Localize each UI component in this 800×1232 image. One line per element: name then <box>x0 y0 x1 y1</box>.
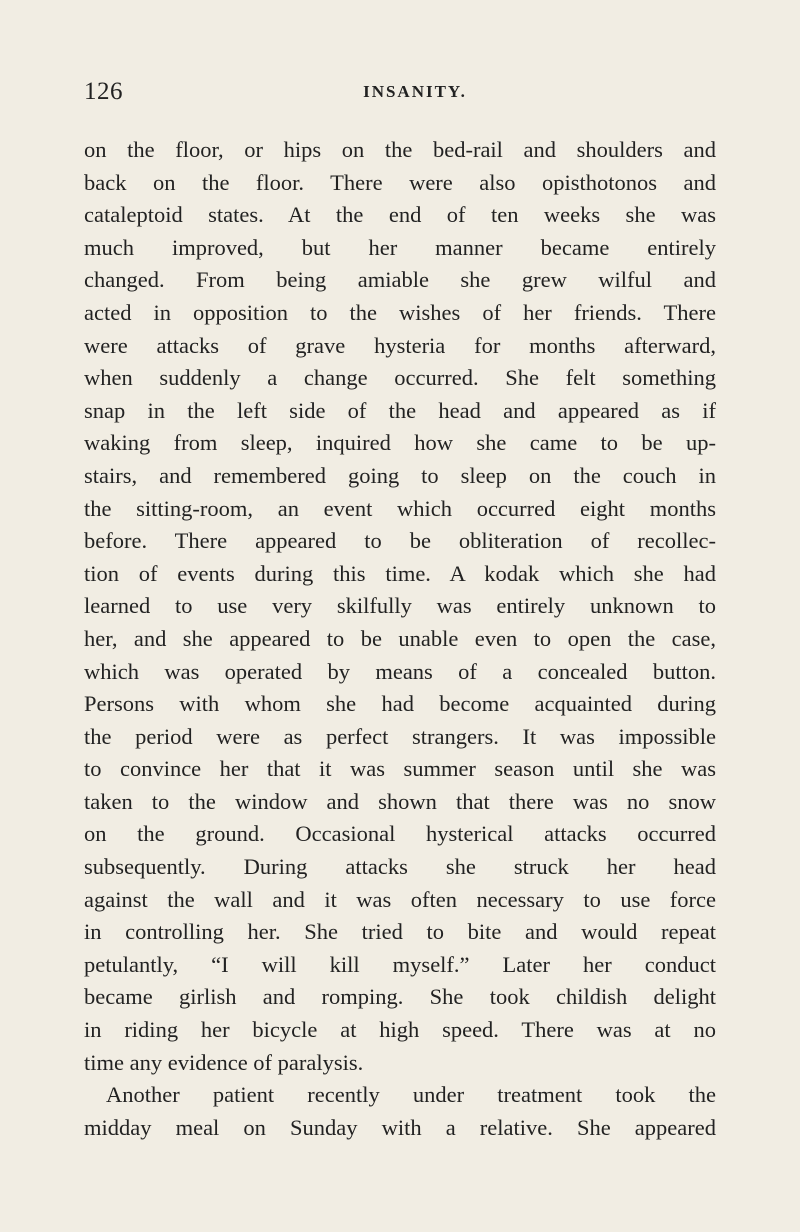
text-line: on the ground. Occasional hysterical attacks occurred <box>84 821 716 847</box>
text-line: which was operated by means of a concealed button. <box>84 658 716 684</box>
text-line: acted in opposition to the wishes of her friends. There <box>84 299 716 325</box>
text-line: subsequently. During attacks she struck her head <box>84 854 716 880</box>
text-line: became girlish and romping. She took childish delight <box>84 984 716 1010</box>
text-line: changed. From being amiable she grew wilful and <box>84 267 716 293</box>
page-number: 126 <box>84 78 123 105</box>
text-line: Persons with whom she had become acquainted during <box>84 691 716 717</box>
text-line: waking from sleep, inquired how she came to be up- <box>84 430 716 456</box>
text-line: were attacks of grave hysteria for months afterward, <box>84 332 716 358</box>
body-text <box>84 134 716 1144</box>
page-header <box>84 78 716 112</box>
text-line: the sitting-room, an event which occurred eight months <box>84 495 716 521</box>
text-line: her, and she appeared to be unable even to open the case, <box>84 625 716 651</box>
text-line: against the wall and it was often necessary to use force <box>84 886 716 912</box>
text-line: Another patient recently under treatment took the <box>106 1082 716 1108</box>
text-line: stairs, and remembered going to sleep on the couch in <box>84 462 716 488</box>
running-head: INSANITY. <box>363 82 467 101</box>
text-line: in controlling her. She tried to bite and would repeat <box>84 919 716 945</box>
text-line: cataleptoid states. At the end of ten weeks she was <box>84 202 716 228</box>
text-line: midday meal on Sunday with a relative. She appeared <box>84 1114 716 1140</box>
text-line: in riding her bicycle at high speed. There was at no <box>84 1017 716 1043</box>
text-line: when suddenly a change occurred. She felt something <box>84 365 716 391</box>
text-line: snap in the left side of the head and appeared as if <box>84 397 716 423</box>
text-line: tion of events during this time. A kodak which she had <box>84 560 716 586</box>
text-line: on the floor, or hips on the bed-rail and shoulders and <box>84 137 716 162</box>
text-line: to convince her that it was summer season until she was <box>84 756 716 782</box>
text-line: time any evidence of paralysis. <box>84 1049 364 1075</box>
text-line: back on the floor. There were also opisthotonos and <box>84 169 716 195</box>
text-line: taken to the window and shown that there was no snow <box>84 788 716 814</box>
text-line: petulantly, “I will kill myself.” Later her conduct <box>84 951 716 977</box>
text-line: learned to use very skilfully was entirely unknown to <box>84 593 716 619</box>
text-line: the period were as perfect strangers. It was impossible <box>84 723 716 749</box>
text-line: much improved, but her manner became entirely <box>84 234 716 260</box>
text-line: before. There appeared to be obliteration of recollec- <box>84 528 716 554</box>
